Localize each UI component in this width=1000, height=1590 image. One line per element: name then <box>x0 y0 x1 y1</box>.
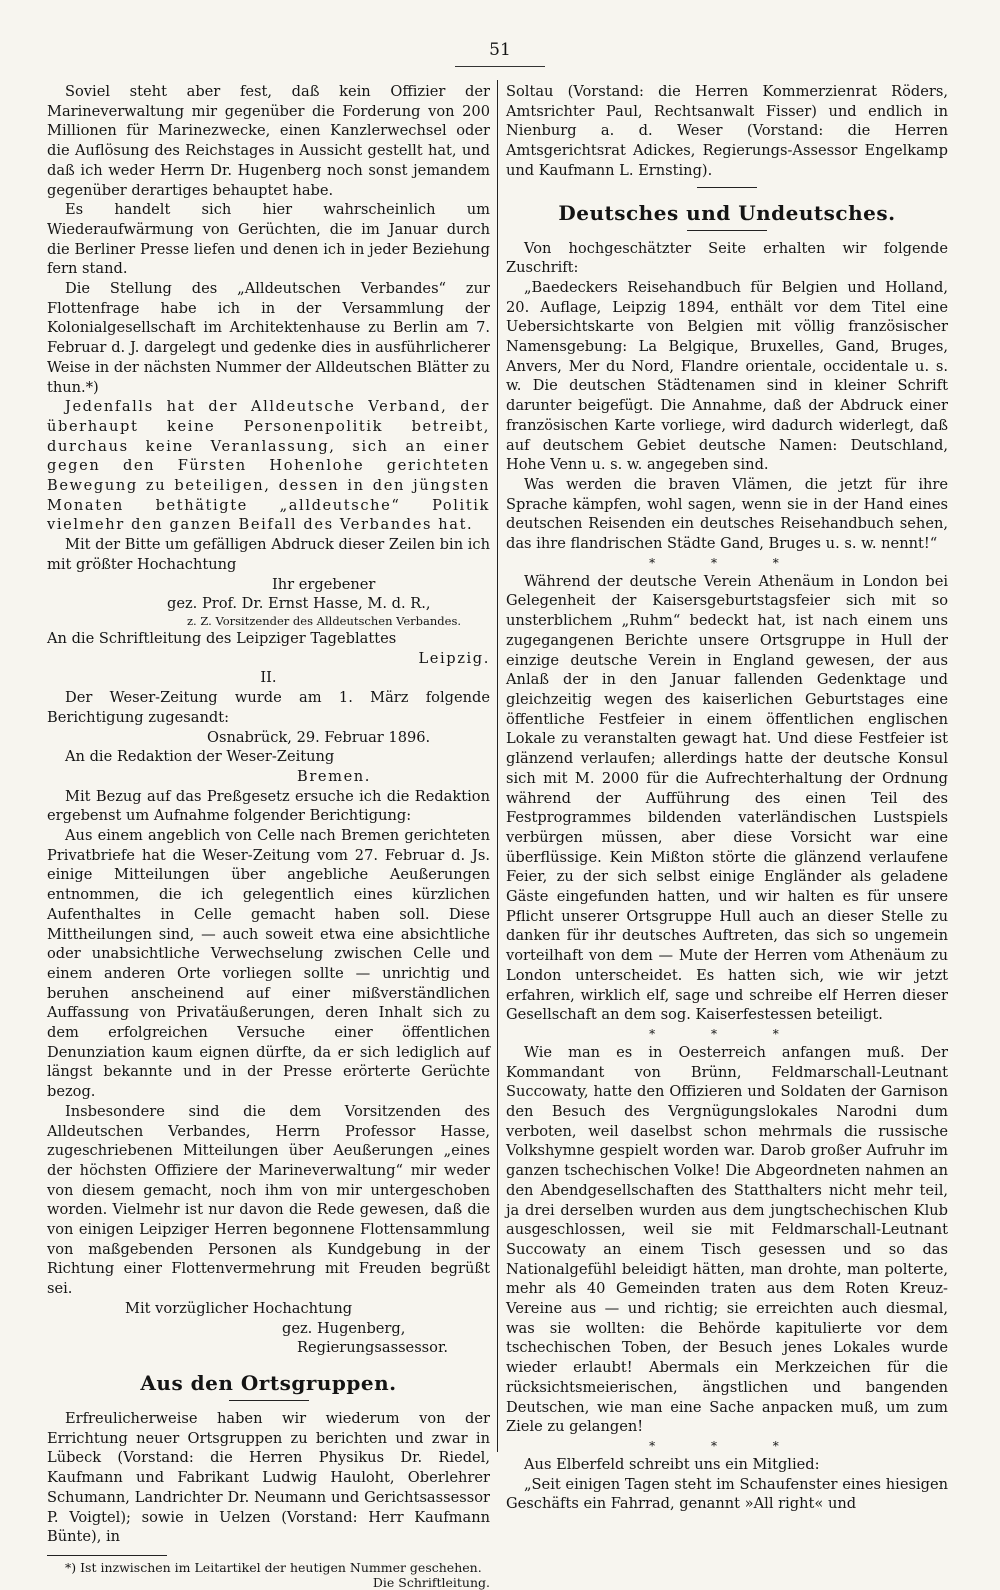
paragraph: Wie man es in Oesterreich anfangen muß. Der Kommandant von Brünn, Feldmarschall-Leutnant Succowaty, hatte den Offizieren und Soldaten der Garnison den Besuch des Vergnügungslokales Narodni dum verboten, weil daselbst schon mehrmals die russische Volkshymne gespielt worden war. Darob großer Aufruhr im ganzen tschechischen Volke! Die Abgeordneten nahmen an den Abendgesellschaften des Statthalters nicht mehr teil, ja drei derselben wurden aus dem jungtschechischen Klub ausgeschlossen, weil sie mit Feldmarschall-Leutnant Succowaty an einem Tisch gesessen und so das Nationalgefühl beleidigt hätten, man drohte, man polterte, mehr als 40 Gemeinden traten aus dem Roten Kreuz-Vereine aus — und richtig; sie erreichten auch diesmal, was sie wollten: die Behörde kapitulierte vor dem tschechischen Toben, der Besuch jenes Lokales wurde wieder erlaubt! Abermals ein Merkzeichen für die rücksichtsmeierischen, ängstlichen und bangenden Deutschen, wie man eine Sache anpacken muß, um zum Ziele zu gelangen! <box>506 1043 948 1436</box>
address-line: An die Redaktion der Weser-Zeitung <box>65 748 335 766</box>
footnote-rule <box>47 1555 167 1556</box>
paragraph: Mit der Bitte um gefälligen Abdruck dieser Zeilen bin ich mit größter Hochachtung <box>47 536 490 573</box>
section-heading: Deutsches und Undeutsches. <box>558 200 896 225</box>
right-column <box>506 82 948 1514</box>
address-line: An die Schriftleitung des Leipziger Tageblattes <box>47 629 397 647</box>
closing-line: Mit vorzüglicher Hochachtung <box>125 1299 353 1317</box>
paragraph: Mit Bezug auf das Preßgesetz ersuche ich die Redaktion ergebenst um Aufnahme folgender Berichtigung: <box>47 787 490 825</box>
paragraph: Erfreulicherweise haben wir wiederum von der Errichtung neuer Ortsgruppen zu berichten und zwar in Lübeck (Vorstand: die Herren Physikus Dr. Riedel, Kaufmann und Fabrikant Ludwig Hauloht, Oberlehrer Schumann, Landrichter Dr. Neumann und Gerichtsassessor P. Voigtel); sowie in Uelzen (Vorstand: Herr Kaufmann Bünte), in <box>47 1410 490 1546</box>
signature-line: z. Z. Vorsitzender des Alldeutschen Verbandes. <box>187 613 462 628</box>
separator-stars: * * * <box>649 555 805 570</box>
paragraph: Soltau (Vorstand: die Herren Kommerzienrat Röders, Amtsrichter Paul, Rechtsanwalt Fisser) und endlich in Nienburg a. d. Weser (Vorstand: die Herren Amtsgerichtsrat Adickes, Regierungs-Assessor Engelkamp und Kaufmann L. Ernsting). <box>506 83 948 179</box>
address-line: Leipzig. <box>418 649 490 667</box>
paragraph: Aus Elberfeld schreibt uns ein Mitglied: <box>524 1456 820 1473</box>
paragraph: Von hochgeschätzter Seite erhalten wir folgende Zuschrift: <box>506 239 948 277</box>
paragraph: Es handelt sich hier wahrscheinlich um Wiederaufwärmung von Gerüchten, die im Januar durch die Berliner Presse liefen und denen ich in jeder Beziehung fern stand. <box>47 201 490 278</box>
heading-rule <box>687 230 767 231</box>
paragraph: Aus einem angeblich von Celle nach Bremen gerichteten Privatbriefe hat die Weser-Zeitung vom 27. Februar d. Js. einige Mitteilungen über angebliche Aeußerungen entnommen, die ich gelegentlich eines kürzlichen Aufenthaltes in Celle gemacht haben soll. Diese Mittheilungen sind, — auch soweit etwa eine absichtliche oder unabsichtliche Verwechselung zwischen Celle und einem anderen Orte vorliegen sollte — unrichtig und beruhen anscheinend auf einer mißverständlichen Auffassung von Privatäußerungen, deren Inhalt sich zu dem erfolgreichen Versuche einer öffentlichen Denunziation kaum eignen dürfte, da er sich lediglich auf längst bekannte und in der Presse erörterte Gerüchte bezog. <box>47 827 490 1101</box>
section-number: II. <box>260 669 277 687</box>
separator-stars: * * * <box>649 1026 805 1041</box>
left-column <box>47 82 490 1590</box>
paragraph: Was werden die braven Vlämen, die jetzt für ihre Sprache kämpfen, wohl sagen, wenn sie in der Hand eines deutschen Reisenden ein deutsches Reisehandbuch sehen, das ihre flandrischen Städte Gand, Bruges u. s. w. nennt!“ <box>506 475 948 553</box>
separator-rule <box>697 187 757 188</box>
footnote-signature: Die Schriftleitung. <box>372 1574 490 1590</box>
paragraph-emphasized: Jedenfalls hat der Alldeutsche Verband, der überhaupt keine Personenpolitik betreibt, durchaus keine Veranlassung, sich an einer gegen den Fürsten Hohenlohe gerichteten Bewegung zu beteiligen, dessen in den jüngsten Monaten bethätigte „alldeutsche“ Politik vielmehr den ganzen Beifall des Verbandes hat. <box>47 398 490 534</box>
paragraph: Soviel steht aber fest, daß kein Offizier der Marineverwaltung mir gegenüber die Forderung von 200 Millionen für Marinezwecke, einen Kanzlerwechsel oder die Auflösung des Reichstages in Aussicht gestellt hat, und daß ich weder Herrn Dr. Hugenberg noch sonst jemandem gegenüber derartiges behauptet habe. <box>47 83 490 199</box>
paragraph: Die Stellung des „Alldeutschen Verbandes“ zur Flottenfrage habe ich in der Versammlung der Kolonialgesellschaft im Architektenhause zu Berlin am 7. Februar d. J. dargelegt und gedenke dies in ausführlicherer Weise in der nächsten Nummer der Alldeutschen Blätter zu thun.*) <box>47 280 490 396</box>
paragraph: Insbesondere sind die dem Vorsitzenden des Alldeutschen Verbandes, Herrn Professor Hasse, zugeschriebenen Mitteilungen über Aeußerungen „eines der höchsten Offiziere der Marineverwaltung“ mir weder von diesem gemacht, noch ihm von mir untergeschoben worden. Vielmehr ist nur davon die Rede gewesen, daß die von einigen Leipziger Herren begonnene Flottensammlung von maßgebenden Personen als Kundgebung in der Richtung einer Flottenvermehrung mit Freuden begrüßt sei. <box>47 1102 490 1298</box>
column-divider <box>497 80 498 1452</box>
paragraph: „Seit einigen Tagen steht im Schaufenster eines hiesigen Geschäfts ein Fahrrad, genannt »All right« und <box>506 1475 948 1513</box>
heading-rule <box>229 1400 309 1401</box>
page-number: 51 <box>489 40 511 60</box>
paragraph: Während der deutsche Verein Athenäum in London bei Gelegenheit der Kaisersgeburtstagsfeier sich mit so unsterblichem „Ruhm“ bedeckt hat, ist nach einem uns zugegangenen Berichte unsere Ortsgruppe in Hull der einzige deutsche Verein in England gewesen, der aus Anlaß der in den Januar fallenden Gedenktage und gleichzeitig wegen des kaiserlichen Geburtstages eine öffentliche Festfeier in einem öffentlichen englischen Lokale zu veranstalten gewagt hat. Und diese Festfeier ist glänzend verlaufen; allerdings hatte der deutsche Konsul sich mit M. 2000 für die Aufrechterhaltung der Ordnung während der Aufführung des einen Teil des Festprogrammes bildenden vaterländischen Lustspiels verbürgen müssen, aber diese Vorsicht war eine überflüssige. Kein Mißton störte die glänzend verlaufene Feier, zu der sich selbst einige Engländer als geladene Gäste eingefunden hatten, und wir halten es für unsere Pflicht unserer Ortsgruppe Hull auch an dieser Stelle zu danken für ihr deutsches Auftreten, das sich so ungemein vorteilhaft von dem — Mute der Herren vom Athenäum zu London unterscheidet. Es hatten sich, wie wir jetzt erfahren, wirklich elf, sage und schreibe elf Herren dieser Gesellschaft an dem sog. Kaiserfestessen beteiligt. <box>506 572 948 1024</box>
paragraph: „Baedeckers Reisehandbuch für Belgien und Holland, 20. Auflage, Leipzig 1894, enthält vor dem Titel eine Uebersichtskarte von Belgien mit völlig französischer Namensgebung: La Belgique, Bruxelles, Gand, Bruges, Anvers, Mer du Nord, Flandre orientale, occidentale u. s. w. Die deutschen Städtenamen sind in kleiner Schrift darunter beigefügt. Die Annahme, daß der Abdruck einer französischen Karte vorliege, wird dadurch widerlegt, daß auf deutschem Gebiet deutsche Namen: Deutschland, Hohe Venn u. s. w. angegeben sind. <box>506 278 948 474</box>
separator-stars: * * * <box>649 1439 805 1453</box>
page-number-rule <box>455 66 545 67</box>
signature-line: gez. Hugenberg, <box>282 1319 406 1337</box>
signature-line: gez. Prof. Dr. Ernst Hasse, M. d. R., <box>167 595 431 613</box>
paragraph: Der Weser-Zeitung wurde am 1. März folgende Berichtigung zugesandt: <box>47 689 490 726</box>
address-line: Bremen. <box>297 767 372 785</box>
footnote: *) Ist inzwischen im Leitartikel der heutigen Nummer geschehen. <box>65 1559 482 1575</box>
signature-line: Ihr ergebener <box>272 575 376 593</box>
section-heading: Aus den Ortsgruppen. <box>140 1371 397 1395</box>
signature-line: Regierungsassessor. <box>297 1339 448 1357</box>
date-line: Osnabrück, 29. Februar 1896. <box>207 728 431 746</box>
